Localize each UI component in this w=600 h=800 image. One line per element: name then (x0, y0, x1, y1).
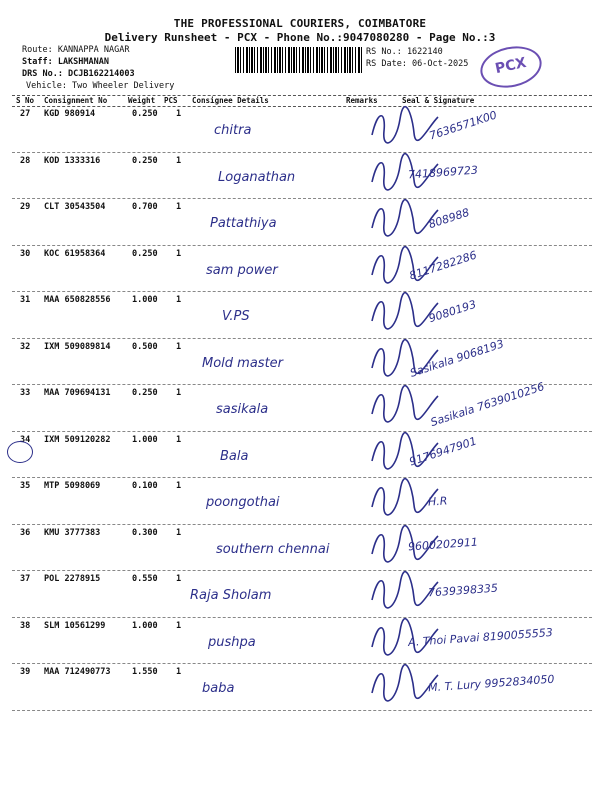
cell-sno: 30 (20, 248, 31, 259)
cell-consignment: SLM 10561299 (44, 620, 106, 631)
col-pcs: PCS (164, 96, 178, 105)
cell-sno: 32 (20, 341, 31, 352)
cell-consignment: KGD 980914 (44, 109, 96, 119)
vehicle-label: Vehicle: Two Wheeler Delivery (26, 81, 175, 91)
cell-consignment: KOC 61958364 (44, 248, 106, 259)
signature-area (368, 477, 592, 524)
table-row (12, 152, 592, 200)
signature-area (368, 524, 592, 571)
signature-phone-text: 8117282286 (407, 248, 479, 282)
table-row (12, 291, 592, 339)
signature-phone-text: 7636571K00 (427, 108, 499, 143)
col-remarks: Remarks (346, 96, 378, 105)
cell-pcs: 1 (176, 202, 182, 212)
col-signature: Seal & Signature (402, 96, 475, 105)
cell-pcs: 1 (176, 388, 182, 398)
cell-pcs: 1 (176, 574, 182, 584)
cell-consignment: CLT 30543504 (44, 202, 106, 212)
signature-phone-text: 808988 (427, 205, 471, 232)
barcode (235, 47, 362, 73)
consignee-handwritten: southern chennai (216, 541, 330, 557)
drs-label: DRS No.: DCJB162214003 (22, 69, 135, 79)
cell-weight: 0.550 (132, 574, 158, 584)
cell-consignment: MAA 709694131 (44, 388, 111, 398)
col-weight: Weight (128, 96, 156, 105)
signature-phone-text: H.R (427, 494, 448, 509)
cell-pcs: 1 (176, 620, 182, 631)
cell-consignment: MAA 712490773 (44, 667, 111, 677)
cell-weight: 0.250 (132, 388, 158, 398)
cell-consignment: MTP 5098069 (44, 481, 101, 491)
cell-pcs: 1 (176, 667, 182, 677)
cell-weight: 1.000 (132, 295, 158, 305)
cell-pcs: 1 (176, 527, 182, 538)
signature-area (368, 291, 592, 338)
cell-sno: 31 (20, 295, 31, 305)
signature-area (368, 245, 592, 292)
signature-phone-text: 9600202911 (407, 535, 479, 553)
cell-weight: 0.500 (132, 341, 158, 352)
signature-phone-text: Sasikala 7639010256 (428, 379, 547, 430)
signature-area (368, 570, 592, 617)
consignee-handwritten: V.PS (222, 309, 250, 324)
table-row (12, 524, 592, 572)
signature-area (368, 379, 592, 431)
table-row (12, 198, 592, 246)
cell-weight: 0.300 (132, 527, 158, 538)
signature-area (368, 198, 592, 245)
signature-phone-text: 7418969723 (407, 163, 479, 181)
document-title: THE PROFESSIONAL COURIERS, COIMBATORE (173, 17, 427, 30)
cell-consignment: KOD 1333316 (44, 155, 101, 166)
col-consignment: Consignment No (44, 96, 108, 105)
pcx-stamp: PCX (477, 41, 546, 93)
consignee-handwritten: Loganathan (218, 169, 296, 185)
table-row (12, 338, 592, 386)
cell-weight: 0.250 (132, 155, 158, 166)
signature-area (368, 617, 592, 664)
signature-phone-text: A. Thoi Pavai 8190055553 (407, 625, 554, 649)
col-consignee: Consignee Details (192, 96, 269, 105)
staff-label: Staff: LAKSHMANAN (22, 57, 109, 67)
cell-weight: 0.250 (132, 109, 158, 119)
table-row (12, 477, 592, 525)
cell-weight: 0.700 (132, 202, 158, 212)
table-row (12, 379, 592, 432)
consignee-handwritten: chitra (214, 123, 252, 138)
consignee-handwritten: baba (202, 681, 235, 696)
cell-sno: 34 (20, 434, 31, 445)
cell-pcs: 1 (176, 341, 182, 352)
table-row (12, 570, 592, 618)
cell-sno: 35 (20, 481, 31, 491)
cell-weight: 1.000 (132, 620, 158, 631)
cell-sno: 36 (20, 527, 31, 538)
consignee-handwritten: sasikala (216, 402, 269, 417)
consignee-handwritten: Pattathiya (210, 216, 277, 231)
signature-phone-text: 9176947901 (407, 434, 479, 468)
cell-pcs: 1 (176, 481, 182, 491)
cell-weight: 0.100 (132, 481, 158, 491)
signature-area (368, 152, 592, 199)
cell-pcs: 1 (176, 295, 182, 305)
table-row (12, 617, 592, 665)
cell-pcs: 1 (176, 248, 182, 259)
signature-area (368, 663, 592, 710)
signature-phone-text: Sasikala 9068193 (408, 336, 506, 380)
cell-consignment: IXM 509089814 (44, 341, 111, 352)
signature-area (368, 431, 592, 478)
cell-sno: 38 (20, 620, 31, 631)
document-subtitle: Delivery Runsheet - PCX - Phone No.:9047080280 - Page No.:3 (104, 31, 496, 44)
consignee-handwritten: Mold master (202, 355, 284, 371)
cell-consignment: IXM 509120282 (44, 434, 111, 445)
signature-area (368, 105, 592, 152)
consignee-handwritten: pushpa (208, 634, 256, 650)
table-row (12, 431, 592, 479)
signature-phone-text: 9080193 (427, 297, 478, 326)
consignee-handwritten: Raja Sholam (190, 588, 272, 603)
cell-sno: 33 (20, 388, 31, 398)
cell-sno: 29 (20, 202, 31, 212)
cell-sno: 28 (20, 155, 31, 166)
cell-pcs: 1 (176, 155, 182, 166)
signature-area (368, 338, 592, 385)
route-label: Route: KANNAPPA NAGAR (22, 45, 130, 55)
col-sno: S No (16, 96, 35, 105)
signature-phone-text: 7639398335 (427, 581, 499, 600)
cell-weight: 1.000 (132, 434, 158, 445)
consignee-handwritten: Bala (220, 448, 249, 464)
cell-pcs: 1 (176, 109, 182, 119)
signature-phone-text: M. T. Lury 9952834050 (427, 672, 555, 695)
rs-date: RS Date: 06-Oct-2025 (366, 59, 469, 69)
cell-weight: 1.550 (132, 667, 158, 677)
cell-consignment: MAA 650828556 (44, 295, 111, 305)
cell-consignment: KMU 3777383 (44, 527, 101, 538)
table-row (12, 663, 592, 711)
table-row (12, 245, 592, 293)
rs-number: RS No.: 1622140 (366, 47, 443, 57)
table-row (12, 105, 592, 153)
consignee-handwritten: sam power (206, 262, 278, 278)
cell-weight: 0.250 (132, 248, 158, 259)
row-35-circle-mark (7, 441, 33, 463)
consignee-handwritten: poongothai (206, 495, 280, 510)
cell-sno: 27 (20, 109, 31, 119)
cell-sno: 37 (20, 574, 31, 584)
cell-pcs: 1 (176, 434, 182, 445)
cell-consignment: POL 2278915 (44, 574, 101, 584)
cell-sno: 39 (20, 667, 31, 677)
